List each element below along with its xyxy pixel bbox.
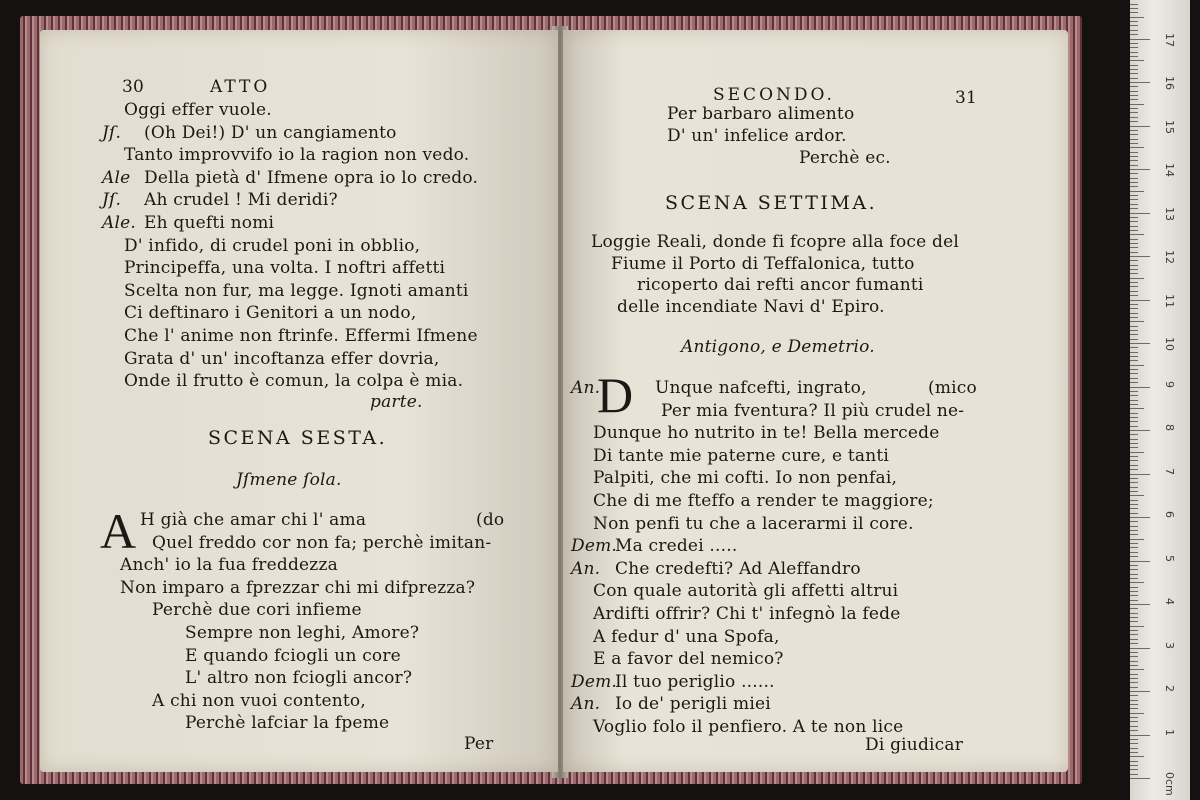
- verse-line: E a favor del nemico?: [593, 649, 784, 670]
- ruler-tick: [1130, 691, 1150, 692]
- ruler-tick: [1130, 352, 1138, 353]
- ruler-label: 4: [1163, 598, 1176, 605]
- ruler-tick: [1130, 373, 1138, 374]
- exit-direction: parte.: [370, 392, 423, 412]
- ruler-label: 15: [1163, 119, 1176, 134]
- ruler-tick: [1130, 587, 1138, 588]
- verse-line: Io de' perigli miei: [615, 694, 771, 715]
- speaker-label: Ale: [102, 167, 131, 188]
- ruler-tick: [1130, 178, 1138, 179]
- aria-line: Quel freddo cor non fa; perchè imitan-: [152, 532, 492, 553]
- verse-line: Della pietà d' Ifmene opra io lo credo.: [144, 167, 479, 188]
- aria-drop-cap: A: [100, 503, 137, 559]
- verse-line: Per mia fventura? Il più crudel ne-: [661, 400, 965, 421]
- ruler-tick: [1130, 52, 1138, 53]
- ruler-tick: [1130, 160, 1138, 161]
- verse-line: Non penfi tu che a lacerarmi il core.: [593, 513, 914, 534]
- aria-line: Perchè lafciar la fpeme: [185, 713, 390, 734]
- ruler-tick: [1130, 73, 1138, 74]
- ruler-tick: [1130, 465, 1138, 466]
- ruler-tick: [1130, 495, 1144, 496]
- verse-line: Dunque ho nutrito in te! Bella mercede: [593, 423, 940, 444]
- ruler-tick: [1130, 460, 1138, 461]
- ruler-tick: [1130, 360, 1138, 361]
- ruler-tick: [1130, 491, 1138, 492]
- verse-line: D' un' infelice ardor.: [667, 126, 847, 146]
- verse-line: Che credefti? Ad Aleffandro: [615, 558, 861, 579]
- ruler-tick: [1130, 347, 1138, 348]
- ruler-tick: [1130, 769, 1138, 770]
- speaker-label: Dem.: [571, 671, 618, 692]
- ruler-tick: [1130, 395, 1138, 396]
- right-running-head: SECONDO.: [713, 85, 835, 105]
- ruler-tick: [1130, 530, 1138, 531]
- ruler-tick: [1130, 139, 1138, 140]
- ruler-tick: [1130, 391, 1138, 392]
- verse-line: Ma credei .....: [615, 536, 738, 557]
- ruler-tick: [1130, 643, 1138, 644]
- scene-characters-left: Jſmene ſola.: [236, 470, 342, 490]
- ruler-tick: [1130, 552, 1138, 553]
- ruler-label: 12: [1163, 250, 1176, 264]
- ruler-tick: [1130, 34, 1138, 35]
- ruler-tick: [1130, 60, 1144, 61]
- ruler-tick: [1130, 774, 1138, 775]
- ruler-tick: [1130, 308, 1138, 309]
- ruler-tick: [1130, 695, 1138, 696]
- verse-line: Per barbaro alimento: [667, 104, 855, 124]
- right-page: [563, 30, 1068, 772]
- verse-line: Tanto improvvifo io la ragion non vedo.: [124, 145, 470, 166]
- right-page-number: 31: [955, 88, 978, 108]
- ruler-tick: [1130, 713, 1144, 714]
- ruler-tick: [1130, 547, 1138, 548]
- ruler-label: 14: [1163, 163, 1176, 177]
- ruler-label: 8: [1163, 424, 1176, 431]
- verse-line: Ardifti offrir? Chi t' infegnò la fede: [593, 604, 901, 624]
- aria-line: Perchè due cori infieme: [152, 600, 362, 621]
- ruler-tick: [1130, 304, 1138, 305]
- ruler-tick: [1130, 452, 1144, 453]
- ruler-tick: [1130, 482, 1138, 483]
- ruler-tick: [1130, 730, 1138, 731]
- ruler-tick: [1130, 735, 1150, 736]
- ruler-tick: [1130, 565, 1138, 566]
- ruler-tick: [1130, 700, 1138, 701]
- ruler-tick: [1130, 661, 1138, 662]
- verse-line: Di tante mie paterne cure, e tanti: [593, 445, 890, 466]
- ruler-tick: [1130, 447, 1138, 448]
- ruler-tick: [1130, 708, 1138, 709]
- ruler-tick: [1130, 230, 1138, 231]
- ruler-tick: [1130, 65, 1138, 66]
- ruler-tick: [1130, 413, 1138, 414]
- ruler-tick: [1130, 195, 1138, 196]
- ruler-tick: [1130, 21, 1138, 22]
- ruler-tick: [1130, 291, 1138, 292]
- aria-line: H già che amar chi l' ama: [140, 510, 367, 530]
- ruler-tick: [1130, 313, 1138, 314]
- ruler-label: 5: [1163, 554, 1176, 562]
- ruler-tick: [1130, 534, 1138, 535]
- ruler-tick: [1130, 4, 1138, 5]
- ruler-tick: [1130, 556, 1138, 557]
- ruler-label: 6: [1163, 511, 1176, 518]
- ruler-tick: [1130, 665, 1138, 666]
- ruler-tick: [1130, 756, 1144, 757]
- speaker-label: An.: [571, 558, 601, 579]
- ruler-tick: [1130, 78, 1138, 79]
- ruler-tick: [1130, 239, 1138, 240]
- ruler-tick: [1130, 500, 1138, 501]
- speaker-label: Jſ.: [102, 190, 122, 211]
- ruler-tick: [1130, 186, 1138, 187]
- ruler-tick: [1130, 517, 1150, 518]
- ruler-tick: [1130, 726, 1138, 727]
- ruler-tick: [1130, 121, 1138, 122]
- ruler-tick: [1130, 439, 1138, 440]
- ruler-tick: [1130, 704, 1138, 705]
- ruler-tick: [1130, 265, 1138, 266]
- ruler-tick: [1130, 421, 1138, 422]
- ruler-tick: [1130, 286, 1138, 287]
- ruler-tick: [1130, 387, 1150, 388]
- verse-line: Palpiti, che mi cofti. Io non penfai,: [593, 468, 898, 489]
- ruler-tick: [1130, 256, 1150, 257]
- ruler-tick: [1130, 339, 1138, 340]
- ruler-tick: [1130, 17, 1144, 18]
- ruler-tick: [1130, 487, 1138, 488]
- ruler-tick: [1130, 469, 1138, 470]
- ruler-tick: [1130, 8, 1138, 9]
- ruler-tick: [1130, 456, 1138, 457]
- verse-line: Voglio folo il penfiero. A te non lice: [593, 717, 904, 737]
- ruler-tick: [1130, 334, 1138, 335]
- ruler-tick: [1130, 504, 1138, 505]
- ruler-tick: [1130, 639, 1138, 640]
- setting-line: Fiume il Porto di Teffalonica, tutto: [611, 253, 915, 274]
- ruler-tick: [1130, 574, 1138, 575]
- ruler-tick: [1130, 595, 1138, 596]
- verse-line: Con quale autorità gli affetti altrui: [593, 581, 899, 602]
- verse-line: Che di me fteffo a render te maggiore;: [593, 491, 934, 511]
- ruler-tick: [1130, 748, 1138, 749]
- ruler-tick: [1130, 617, 1138, 618]
- speaker-label: Ale.: [102, 213, 136, 233]
- ruler-tick: [1130, 243, 1138, 244]
- ruler-tick: [1130, 208, 1138, 209]
- ruler-tick: [1130, 260, 1138, 261]
- ruler-tick: [1130, 226, 1138, 227]
- verse-line: Principeffa, una volta. I noftri affetti: [124, 258, 446, 279]
- ruler-tick: [1130, 91, 1138, 92]
- ruler-label: 16: [1163, 76, 1176, 90]
- aria-overflow: (do: [476, 510, 505, 530]
- verse-line: Grata d' un' incoftanza effer dovria,: [124, 348, 440, 369]
- ruler-tick: [1130, 582, 1144, 583]
- ruler-tick: [1130, 408, 1144, 409]
- aria-line: L' altro non fciogli ancor?: [185, 668, 413, 689]
- ruler-tick: [1130, 191, 1144, 192]
- ruler-tick: [1130, 761, 1138, 762]
- ruler-tick: [1130, 608, 1138, 609]
- speaker-label: An.: [571, 694, 601, 715]
- ruler-tick: [1130, 169, 1150, 170]
- ruler-tick: [1130, 47, 1138, 48]
- verse-line: Il tuo periglio ......: [615, 671, 775, 692]
- ruler-tick: [1130, 213, 1150, 214]
- ruler-tick: [1130, 652, 1138, 653]
- ruler-tick: [1130, 99, 1138, 100]
- ruler-tick: [1130, 182, 1138, 183]
- ruler-tick: [1130, 317, 1138, 318]
- ruler-tick: [1130, 521, 1138, 522]
- ruler-tick: [1130, 295, 1138, 296]
- ruler-tick: [1130, 765, 1138, 766]
- ruler-tick: [1130, 326, 1138, 327]
- ruler-tick: [1130, 147, 1144, 148]
- ruler-tick: [1130, 626, 1144, 627]
- ruler-tick: [1130, 600, 1138, 601]
- ruler-tick: [1130, 321, 1144, 322]
- ruler-label: 3: [1163, 641, 1176, 649]
- ruler-tick: [1130, 104, 1144, 105]
- ruler-tick: [1130, 591, 1138, 592]
- left-catchword: Per: [464, 734, 494, 754]
- measuring-ruler: [1130, 0, 1190, 800]
- ruler-tick: [1130, 648, 1150, 649]
- ruler-tick: [1130, 143, 1138, 144]
- ruler-tick: [1130, 269, 1138, 270]
- ruler-tick: [1130, 674, 1138, 675]
- verse-line: A fedur d' una Spofa,: [593, 626, 780, 647]
- ruler-tick: [1130, 378, 1138, 379]
- ruler-tick: [1130, 152, 1138, 153]
- ruler-tick: [1130, 543, 1138, 544]
- ruler-label: 7: [1163, 467, 1176, 475]
- ruler-tick: [1130, 43, 1138, 44]
- verse-line: Perchè ec.: [799, 148, 891, 168]
- ruler-tick: [1130, 778, 1150, 779]
- ruler-tick: [1130, 656, 1138, 657]
- setting-line: Loggie Reali, donde fi fcopre alla foce del: [591, 232, 959, 252]
- ruler-tick: [1130, 404, 1138, 405]
- ruler-tick: [1130, 678, 1138, 679]
- ruler-tick: [1130, 199, 1138, 200]
- verse-line: Unque nafcefti, ingrato,: [655, 378, 867, 398]
- scene-title-sesta: SCENA SESTA.: [208, 427, 388, 449]
- ruler-tick: [1130, 330, 1138, 331]
- aria-line: Non imparo a fprezzar chi mi difprezza?: [120, 577, 476, 598]
- ruler-tick: [1130, 752, 1138, 753]
- ruler-tick: [1130, 561, 1150, 562]
- ruler-tick: [1130, 108, 1138, 109]
- ruler-tick: [1130, 400, 1138, 401]
- ruler-tick: [1130, 343, 1150, 344]
- right-catchword: Di giudicar: [865, 735, 964, 755]
- ruler-tick: [1130, 282, 1138, 283]
- ruler-tick: [1130, 95, 1138, 96]
- speaker-label: Jſ.: [102, 122, 122, 143]
- ruler-tick: [1130, 173, 1138, 174]
- ruler-tick: [1130, 478, 1138, 479]
- verse-line: Ah crudel ! Mi deridi?: [144, 190, 338, 211]
- ruler-tick: [1130, 25, 1138, 26]
- ruler-tick: [1130, 621, 1138, 622]
- verse-line: Eh quefti nomi: [144, 213, 275, 233]
- ruler-tick: [1130, 134, 1138, 135]
- verse-line: (Oh Dei!) D' un cangiamento: [144, 122, 397, 143]
- ruler-label: 0cm: [1163, 772, 1176, 796]
- left-page-number: 30: [122, 77, 145, 97]
- verse-line: Che l' anime non ftrinfe. Effermi Ifmene: [124, 326, 478, 346]
- ruler-tick: [1130, 247, 1138, 248]
- ruler-label: 17: [1163, 32, 1176, 47]
- ruler-label: 10: [1163, 337, 1176, 351]
- ruler-tick: [1130, 682, 1138, 683]
- ruler-tick: [1130, 217, 1138, 218]
- scene-title-settima: SCENA SETTIMA.: [665, 192, 878, 214]
- ruler-tick: [1130, 204, 1138, 205]
- ruler-tick: [1130, 117, 1138, 118]
- ruler-tick: [1130, 569, 1138, 570]
- verse-line: D' infido, di crudel poni in obblio,: [124, 235, 421, 256]
- setting-line: ricoperto dai refti ancor fumanti: [637, 275, 924, 295]
- verse-line: Ci deftinaro i Genitori a un nodo,: [124, 303, 417, 324]
- ruler-tick: [1130, 30, 1138, 31]
- ruler-tick: [1130, 221, 1138, 222]
- verse-line: Onde il frutto è comun, la colpa è mia.: [124, 371, 464, 392]
- ruler-tick: [1130, 604, 1150, 605]
- ruler-tick: [1130, 278, 1144, 279]
- dialogue-overflow: (mico: [928, 378, 977, 398]
- speaker-label: An.: [571, 378, 601, 398]
- ruler-tick: [1130, 526, 1138, 527]
- aria-line: E quando fciogli un core: [185, 645, 401, 666]
- ruler-tick: [1130, 234, 1144, 235]
- ruler-tick: [1130, 156, 1138, 157]
- ruler-tick: [1130, 613, 1138, 614]
- ruler-tick: [1130, 86, 1138, 87]
- aria-line: Anch' io la fua freddezza: [120, 555, 338, 576]
- ruler-label: 13: [1163, 206, 1176, 221]
- ruler-label: 9: [1163, 380, 1176, 388]
- setting-line: delle incendiate Navi d' Epiro.: [617, 296, 885, 317]
- left-running-head: ATTO: [210, 77, 271, 97]
- ruler-tick: [1130, 739, 1138, 740]
- left-page: [40, 30, 558, 772]
- ruler-tick: [1130, 443, 1138, 444]
- ruler-tick: [1130, 417, 1138, 418]
- ruler-tick: [1130, 743, 1138, 744]
- ruler-tick: [1130, 474, 1150, 475]
- ruler-tick: [1130, 687, 1138, 688]
- ruler-tick: [1130, 382, 1138, 383]
- ruler-tick: [1130, 630, 1138, 631]
- ruler-tick: [1130, 39, 1150, 40]
- ruler-tick: [1130, 717, 1138, 718]
- speaker-label: Dem.: [571, 536, 618, 557]
- ruler-tick: [1130, 539, 1144, 540]
- ruler-tick: [1130, 356, 1138, 357]
- verse-line: Scelta non fur, ma legge. Ignoti amanti: [124, 280, 469, 301]
- ruler-label: 2: [1163, 685, 1176, 692]
- ruler-tick: [1130, 56, 1138, 57]
- ruler-tick: [1130, 130, 1138, 131]
- ruler-tick: [1130, 273, 1138, 274]
- ruler-label: 1: [1163, 728, 1176, 736]
- ruler-tick: [1130, 82, 1150, 83]
- ruler-tick: [1130, 300, 1150, 301]
- ruler-tick: [1130, 69, 1138, 70]
- ruler-tick: [1130, 365, 1144, 366]
- ruler-tick: [1130, 513, 1138, 514]
- ruler-tick: [1130, 634, 1138, 635]
- ruler-tick: [1130, 721, 1138, 722]
- aria-line: Sempre non leghi, Amore?: [185, 623, 420, 643]
- ruler-tick: [1130, 369, 1138, 370]
- ruler-tick: [1130, 434, 1138, 435]
- ruler-tick: [1130, 426, 1138, 427]
- aria-line: A chi non vuoi contento,: [152, 690, 366, 711]
- verse-line: Oggi effer vuole.: [124, 100, 272, 120]
- ruler-tick: [1130, 252, 1138, 253]
- dialogue-drop-cap: D: [597, 367, 634, 423]
- ruler-tick: [1130, 165, 1138, 166]
- scene-characters-right: Antigono, e Demetrio.: [681, 337, 875, 357]
- ruler-tick: [1130, 12, 1138, 13]
- ruler-tick: [1130, 508, 1138, 509]
- ruler-tick: [1130, 669, 1144, 670]
- ruler-tick: [1130, 430, 1150, 431]
- ruler-tick: [1130, 112, 1138, 113]
- ruler-tick: [1130, 578, 1138, 579]
- ruler-label: 11: [1163, 293, 1176, 308]
- ruler-tick: [1130, 126, 1150, 127]
